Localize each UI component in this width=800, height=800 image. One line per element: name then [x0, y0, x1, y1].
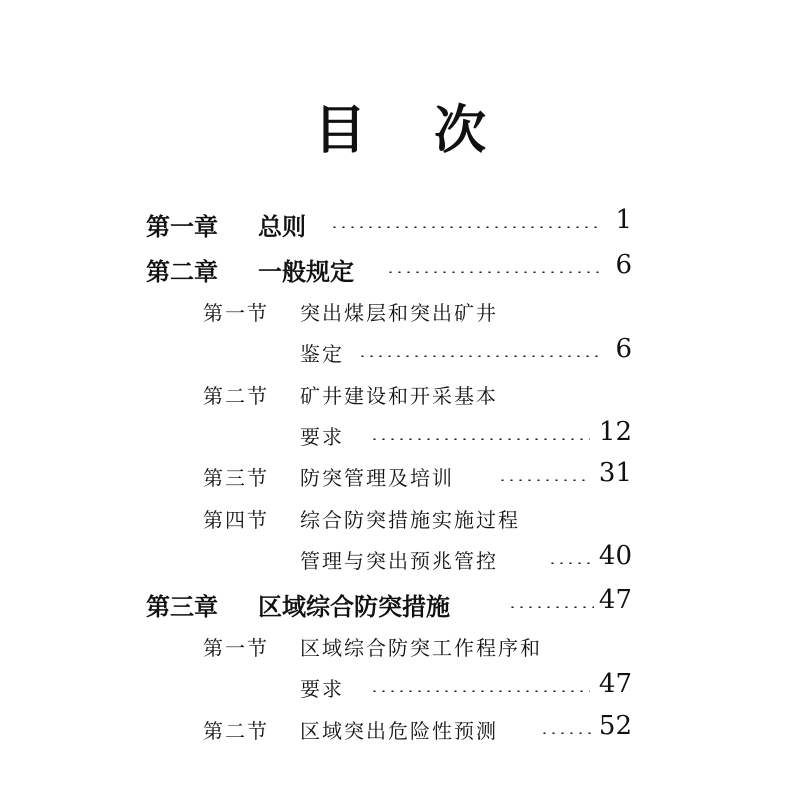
toc-entry-chapter-2[interactable] — [0, 248, 800, 288]
toc-entry-section[interactable] — [0, 291, 800, 331]
toc-entry-chapter-3[interactable] — [0, 583, 800, 623]
toc-page-number: 6 — [615, 334, 632, 364]
dot-leader — [548, 562, 596, 564]
toc-label: 第一章 — [146, 213, 218, 241]
toc-label: 第一节 — [203, 301, 269, 325]
dot-leader — [370, 690, 590, 692]
dot-leader — [370, 438, 590, 440]
toc-entry-section[interactable] — [0, 626, 800, 666]
toc-entry-section[interactable] — [0, 498, 800, 538]
toc-label: 第三节 — [203, 466, 269, 490]
toc-entry-section[interactable] — [0, 374, 800, 414]
toc-title: 总则 — [258, 213, 306, 241]
toc-title: 防突管理及培训 — [300, 466, 454, 490]
toc-title: 要求 — [300, 677, 344, 701]
toc-page-number: 47 — [598, 669, 632, 699]
dot-leader — [498, 479, 590, 481]
toc-entry-continuation[interactable] — [0, 415, 800, 455]
toc-title: 鉴定 — [300, 342, 344, 366]
toc-title: 区域突出危险性预测 — [300, 719, 498, 743]
toc-label: 第一节 — [203, 636, 269, 660]
toc-label: 第二节 — [203, 384, 269, 408]
toc-title: 区域综合防突措施 — [258, 593, 450, 621]
toc-title: 要求 — [300, 425, 344, 449]
toc-entry-section[interactable] — [0, 456, 800, 496]
toc-label: 第二章 — [146, 258, 218, 286]
toc-page-number: 52 — [598, 711, 632, 741]
toc-title: 突出煤层和突出矿井 — [300, 301, 498, 325]
toc-title: 一般规定 — [258, 258, 354, 286]
dot-leader — [330, 226, 602, 228]
toc-title: 综合防突措施实施过程 — [300, 508, 520, 532]
toc-title: 管理与突出预兆管控 — [300, 549, 498, 573]
dot-leader — [386, 271, 602, 273]
toc-page-number: 6 — [615, 250, 632, 280]
toc-entry-chapter-1[interactable] — [0, 203, 800, 243]
toc-title: 矿井建设和开采基本 — [300, 384, 498, 408]
toc-page-number: 31 — [598, 458, 632, 488]
dot-leader — [508, 606, 594, 608]
toc-page-number: 40 — [598, 541, 632, 571]
toc-title: 区域综合防突工作程序和 — [300, 636, 542, 660]
toc-label: 第二节 — [203, 719, 269, 743]
dot-leader — [540, 732, 594, 734]
page-title: 目次 — [313, 100, 554, 161]
toc-page-number: 12 — [598, 417, 632, 447]
toc-label: 第四节 — [203, 508, 269, 532]
toc-page-number: 47 — [598, 585, 632, 615]
toc-entry-continuation[interactable] — [0, 332, 800, 372]
dot-leader — [358, 355, 602, 357]
toc-entry-continuation[interactable] — [0, 539, 800, 579]
toc-entry-continuation[interactable] — [0, 667, 800, 707]
toc-label: 第三章 — [146, 593, 218, 621]
toc-entry-section[interactable] — [0, 709, 800, 749]
toc-page-number: 1 — [615, 205, 632, 235]
